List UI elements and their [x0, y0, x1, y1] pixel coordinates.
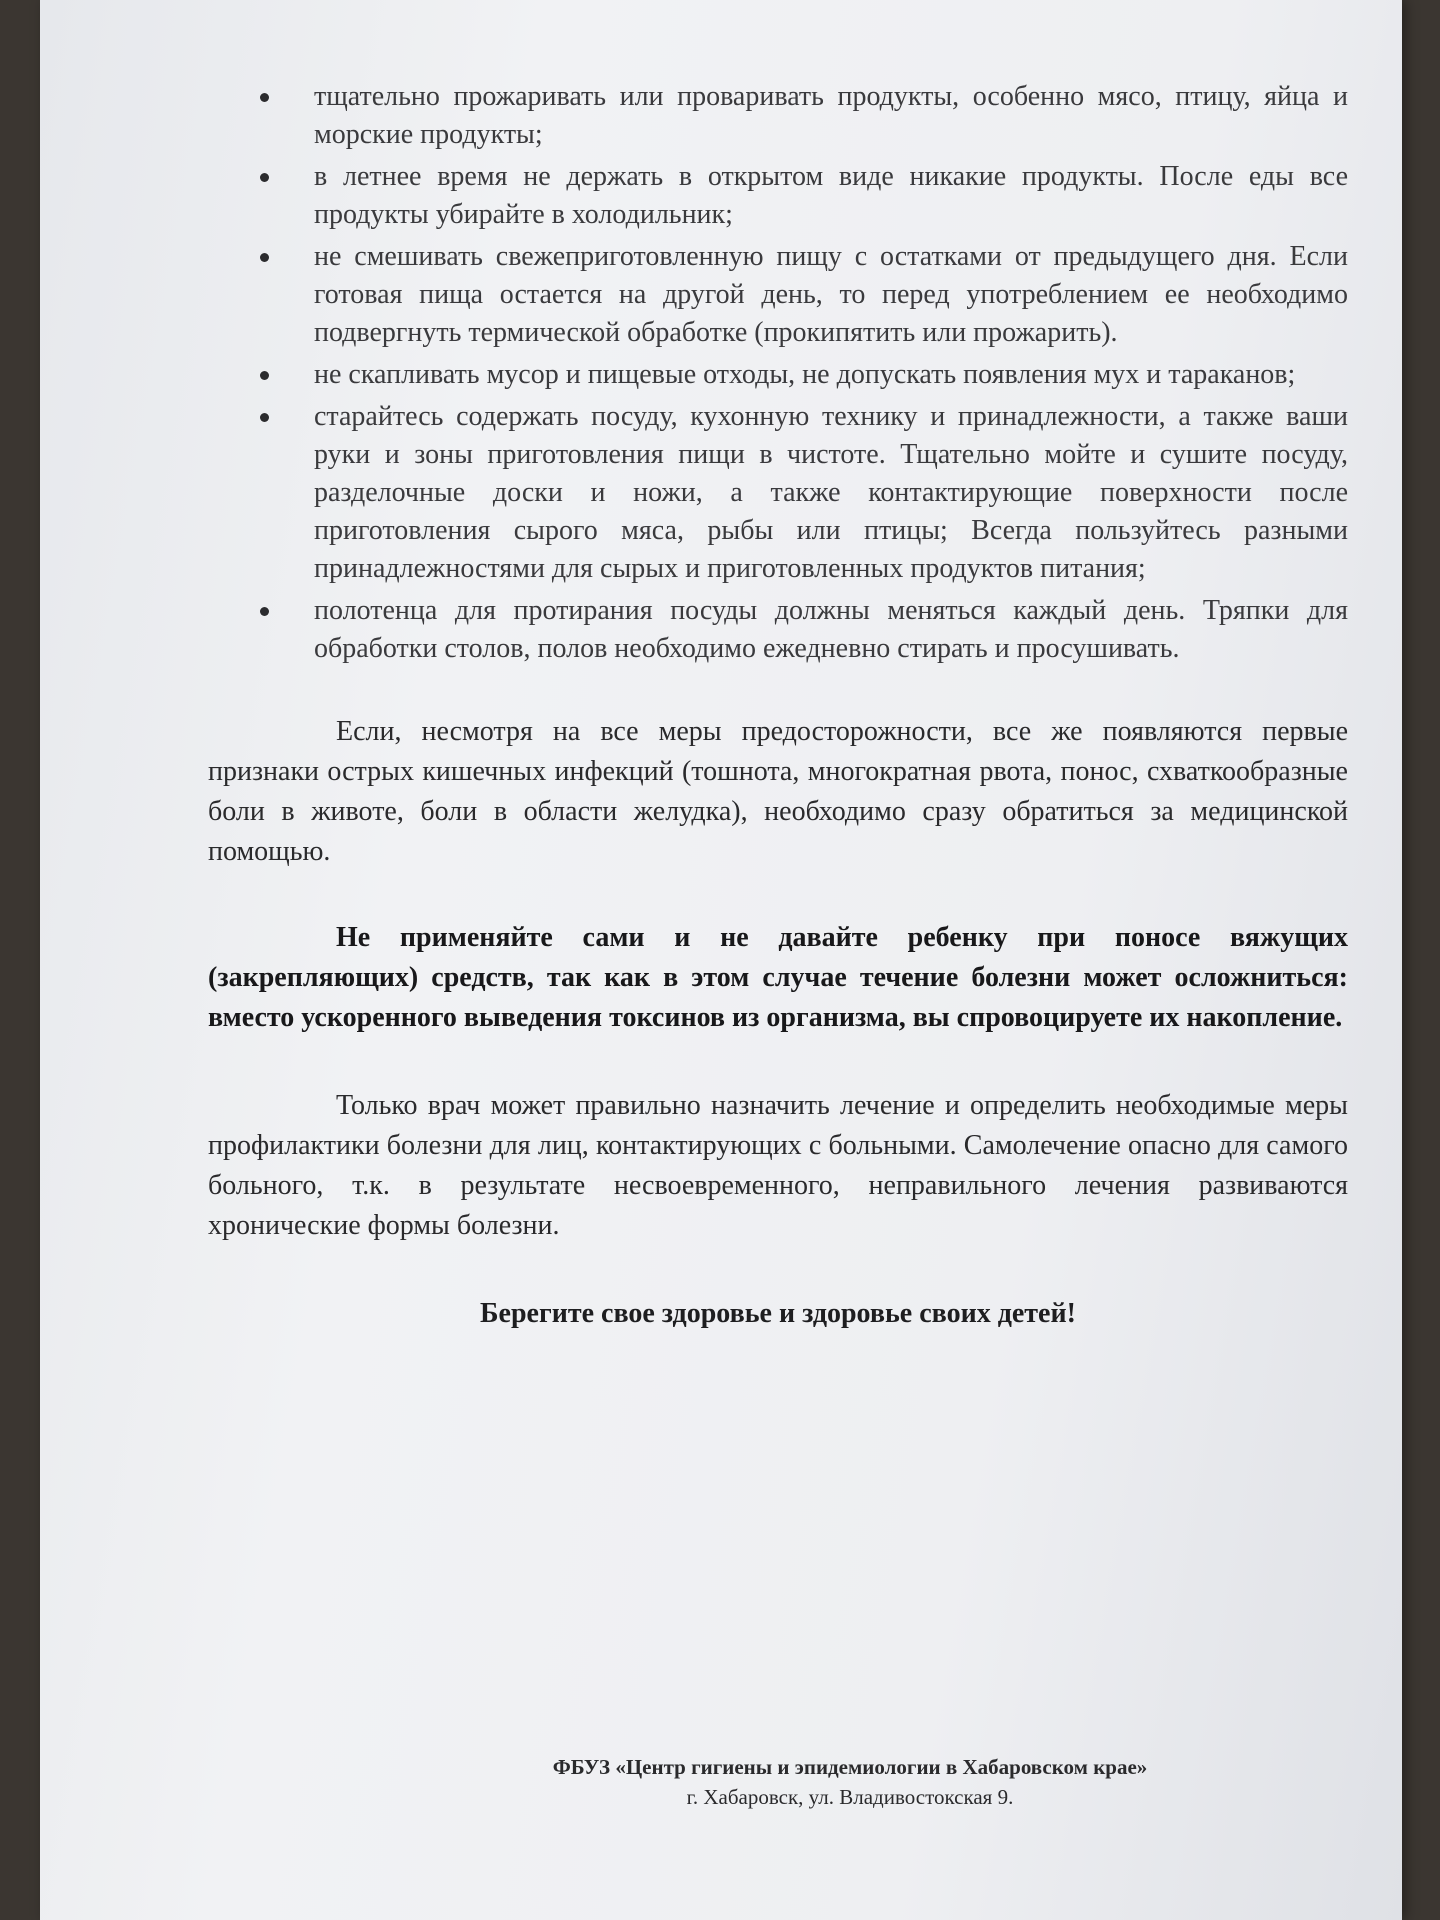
paper-sheet: [40, 0, 1402, 1920]
list-item: [208, 238, 1348, 352]
bullet-dot-icon: [260, 93, 269, 102]
list-item-text: старайтесь содержать посуду, кухонную технику и принадлежности, а также ваши руки и зоны приготовления пищи в чистоте. Тщательно мойте и сушите посуду, разделочные доски и ножи, а также контактирующие поверхности после приготовления сырого мяса, рыбы или птицы; Всегда пользуйтесь разными принадлежностями для сырых и приготовленных продуктов питания;: [314, 401, 1348, 584]
bullet-dot-icon: [260, 253, 269, 262]
precaution-list: [208, 78, 1348, 668]
list-item-text: полотенца для протирания посуды должны меняться каждый день. Тряпки для обработки столов, полов необходимо ежедневно стирать и просушивать.: [314, 595, 1348, 664]
footer-organization: ФБУЗ «Центр гигиены и эпидемиологии в Хабаровском крае»: [552, 1755, 1148, 1779]
symptoms-paragraph: Если, несмотря на все меры предосторожности, все же появляются первые признаки острых кишечных инфекций (тошнота, многократная рвота, понос, схваткообразные боли в животе, боли в области желудка), необходимо сразу обратиться за медицинской помощью.: [208, 716, 1348, 867]
warning-paragraph: Не применяйте сами и не давайте ребенку при поносе вяжущих (закрепляющих) средств, так как в этом случае течение болезни может осложниться: вместо ускоренного выведения токсинов из организма, вы спровоцируете их накопление.: [208, 922, 1348, 1033]
bullet-dot-icon: [260, 413, 269, 422]
list-item-text: не скапливать мусор и пищевые отходы, не допускать появления мух и тараканов;: [314, 359, 1296, 390]
list-item-text: не смешивать свежеприготовленную пищу с остатками от предыдущего дня. Если готовая пища остается на другой день, то перед употреблением ее необходимо подвергнуть термической обработке (прокипятить или прожарить).: [314, 241, 1348, 348]
bullet-dot-icon: [260, 371, 269, 380]
list-item: [208, 158, 1348, 234]
footer: [520, 1752, 1180, 1812]
bullet-dot-icon: [260, 607, 269, 616]
list-item: [208, 78, 1348, 154]
document-body: [208, 78, 1348, 1334]
bullet-dot-icon: [260, 173, 269, 182]
closing-slogan: Берегите свое здоровье и здоровье своих детей!: [480, 1298, 1076, 1329]
list-item: [208, 592, 1348, 668]
doctor-paragraph: Только врач может правильно назначить лечение и определить необходимые меры профилактики болезни для лиц, контактирующих с больными. Самолечение опасно для самого больного, т.к. в результате несвоевременного, неправильного лечения развиваются хронические формы болезни.: [208, 1090, 1348, 1241]
list-item-text: в летнее время не держать в открытом виде никакие продукты. После еды все продукты убирайте в холодильник;: [314, 161, 1348, 230]
list-item: [208, 398, 1348, 588]
list-item-text: тщательно прожаривать или проваривать продукты, особенно мясо, птицу, яйца и морские продукты;: [314, 81, 1348, 150]
footer-address: г. Хабаровск, ул. Владивостокская 9.: [686, 1785, 1014, 1809]
list-item: [208, 356, 1348, 394]
